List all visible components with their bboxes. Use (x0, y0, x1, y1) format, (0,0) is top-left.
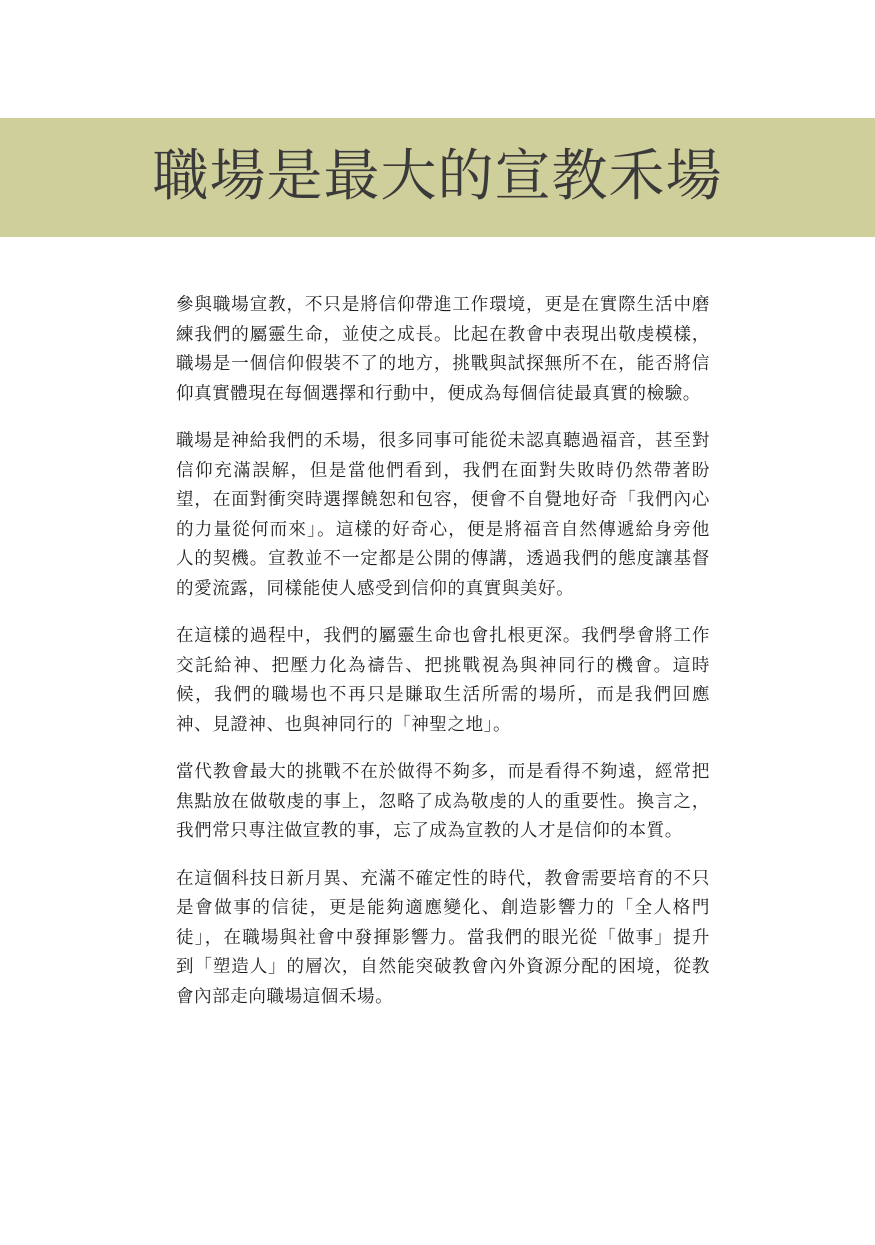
page-title: 職場是最大的宣教禾場 (152, 144, 723, 209)
paragraph-1: 參與職場宣教，不只是將信仰帶進工作環境，更是在實際生活中磨練我們的屬靈生命，並使之成長。比起在教會中表現出敬虔模樣，職場是一個信仰假裝不了的地方，挑戰與試探無所不在，能否將信仰真實體現在每個選擇和行動中，便成為每個信徒最真實的檢驗。 (176, 295, 710, 404)
paragraph-4: 當代教會最大的挑戰不在於做得不夠多，而是看得不夠遠，經常把焦點放在做敬虔的事上，忽略了成為敬虔的人的重要性。換言之，我們常只專注做宣教的事，忘了成為宣教的人才是信仰的本質。 (176, 762, 710, 841)
paragraph-3: 在這樣的過程中，我們的屬靈生命也會扎根更深。我們學會將工作交託給神、把壓力化為禱告、把挑戰視為與神同行的機會。這時候，我們的職場也不再只是賺取生活所需的場所，而是我們回應神、見證神、也與神同行的「神聖之地」。 (176, 626, 710, 735)
paragraph-2: 職場是神給我們的禾場，很多同事可能從未認真聽過福音，甚至對信仰充滿誤解，但是當他們看到，我們在面對失敗時仍然帶著盼望，在面對衝突時選擇饒恕和包容，便會不自覺地好奇「我們內心的力量從何而來」。這樣的好奇心，便是將福音自然傳遞給身旁他人的契機。宣教並不一定都是公開的傳講，透過我們的態度讓基督的愛流露，同樣能使人感受到信仰的真實與美好。 (176, 431, 710, 599)
article-body (176, 291, 710, 1030)
paragraph-5: 在這個科技日新月異、充滿不確定性的時代，教會需要培育的不只是會做事的信徒，更是能夠適應變化、創造影響力的「全人格門徒」，在職場與社會中發揮影響力。當我們的眼光從「做事」提升到「塑造人」的層次，自然能突破教會內外資源分配的困境，從教會內部走向職場這個禾場。 (176, 868, 710, 1007)
